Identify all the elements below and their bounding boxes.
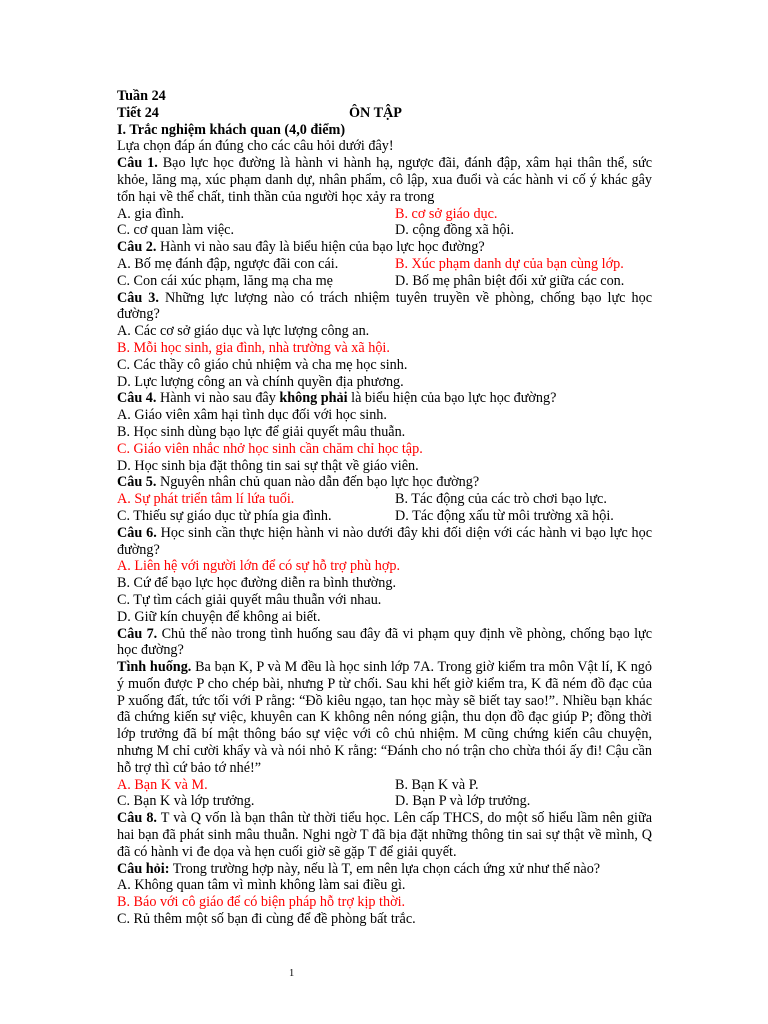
question-text: Những lực lượng nào có trách nhiệm tuyên truyền về phòng, chống bạo lực học đường? [117,289,652,323]
option-d: D. Tác động xấu từ môi trường xã hội. [395,507,614,524]
option-a: A. Bố mẹ đánh đập, ngược đãi con cái. [117,255,339,272]
options-row [117,222,652,239]
option-d: D. Bố mẹ phân biệt đối xử giữa các con. [395,272,625,289]
option-c: C. Bạn K và lớp trưởng. [117,793,255,810]
situation-label: Tình huống. [117,659,192,676]
option-a: A. Các cơ sở giáo dục và lực lượng công an. [117,323,370,340]
title-row [117,105,652,122]
question-text: Hành vi nào sau đây là biểu hiện của bạo lực học đường? [156,239,485,256]
question-label: Câu 4. [117,390,157,407]
situation-paragraph [117,659,652,777]
options-row [117,273,652,290]
options-row [117,777,652,794]
option-c: C. Các thầy cô giáo chủ nhiệm và cha mẹ học sinh. [117,356,408,373]
sub-question-text: Trong trường hợp này, nếu là T, em nên lựa chọn cách ứng xử như thế nào? [169,860,601,877]
option-d: D. Lực lượng công an và chính quyền địa phương. [117,373,404,390]
question-4 [117,390,652,407]
option-b-correct: B. Xúc phạm danh dự của bạn cùng lớp. [395,255,624,272]
option-a-correct: A. Sự phát triển tâm lí lứa tuổi. [117,491,295,508]
question-label: Câu 6. [117,524,157,541]
question-label: Câu 3. [117,289,159,306]
question-label: Câu 5. [117,474,157,491]
option-a: A. Không quan tâm vì mình không làm sai điều gì. [117,877,406,894]
option-b-correct: B. Báo với cô giáo để có biện pháp hỗ trợ kịp thời. [117,894,406,911]
option-d: D. Giữ kín chuyện để không ai biết. [117,608,321,625]
question-label: Câu 8. [117,810,157,827]
question-label: Câu 7. [117,625,158,642]
option-c: C. cơ quan làm việc. [117,222,235,239]
question-text: T và Q vốn là bạn thân từ thời tiểu học. Lên cấp THCS, do một số hiểu lầm nên giữa hai bạn đã phát sinh mâu thuẫn. Nghi ngờ T đã bịa đặt những thông tin sai sự thật về mình, Q đã có hành vi đe dọa và hẹn cuối giờ sẽ gặp T để giải quyết. [117,810,652,860]
options-row [117,491,652,508]
document-page [117,88,652,928]
question-label: Câu 2. [117,239,157,256]
question-3 [117,290,652,324]
option-c: C. Tự tìm cách giải quyết mâu thuẫn với nhau. [117,591,382,608]
question-text: Học sinh cần thực hiện hành vi nào dưới đây khi đối diện với các hành vi bạo lực học đường? [117,524,653,558]
question-label: Câu 1. [117,155,158,172]
instruction-text: Lựa chọn đáp án đúng cho các câu hỏi dưới đây! [117,138,394,155]
option-b: B. Cứ để bạo lực học đường diễn ra bình thường. [117,575,397,592]
option-c: C. Rủ thêm một số bạn đi cùng để đề phòng bất trắc. [117,911,416,928]
question-text: Nguyên nhân chủ quan nào dẫn đến bạo lực học đường? [156,474,480,491]
question-text: Hành vi nào sau đây [156,390,280,407]
question-text: Chủ thể nào trong tình huống sau đây đã vi phạm quy định về phòng, chống bạo lực học đường? [117,625,652,659]
option-a-correct: A. Liên hệ với người lớn để có sự hỗ trợ phù hợp. [117,558,401,575]
option-d: D. cộng đồng xã hội. [395,222,515,239]
question-8 [117,810,652,860]
sub-question-label: Câu hỏi: [117,860,170,877]
question-7 [117,626,652,660]
option-b-correct: B. cơ sở giáo dục. [395,205,498,222]
section-heading: I. Trắc nghiệm khách quan (4,0 điểm) [117,121,346,138]
option-a: A. gia đình. [117,205,184,222]
options-row [117,206,652,223]
option-c: C. Con cái xúc phạm, lăng mạ cha mẹ [117,272,333,289]
options-row [117,508,652,525]
week-label: Tuần 24 [117,88,166,104]
option-d: D. Bạn P và lớp trưởng. [395,793,531,810]
options-row [117,793,652,810]
page-number: 1 [289,968,295,979]
options-row [117,256,652,273]
option-a: A. Giáo viên xâm hại tình dục đối với học sinh. [117,407,387,424]
question-5 [117,474,652,491]
question-emphasis: không phải [279,390,348,407]
option-a-correct: A. Bạn K và M. [117,776,208,793]
option-b: B. Học sinh dùng bạo lực để giải quyết mâu thuẫn. [117,423,406,440]
question-2 [117,239,652,256]
question-6 [117,525,652,559]
option-d: D. Học sinh bịa đặt thông tin sai sự thật về giáo viên. [117,457,419,474]
question-1 [117,155,652,205]
option-c: C. Thiếu sự giáo dục từ phía gia đình. [117,507,332,524]
question-text: là biểu hiện của bạo lực học đường? [347,390,557,407]
option-c-correct: C. Giáo viên nhắc nhở học sinh cần chăm chỉ học tập. [117,440,423,457]
question-text: Bạo lực học đường là hành vi hành hạ, ngược đãi, đánh đập, xâm hại thân thể, sức khỏe, lăng mạ, xúc phạm danh dự, nhân phẩm, cô lập, xua đuổi và các hành vi cố ý khác gây tổn hại về thể chất, tinh thần của người học xảy ra trong [117,155,652,205]
sub-question [117,861,652,878]
option-b: B. Tác động của các trò chơi bạo lực. [395,491,607,508]
document-title: ÔN TẬP [349,104,402,121]
option-b-correct: B. Mỗi học sinh, gia đình, nhà trường và xã hội. [117,339,390,356]
lesson-label: Tiết 24 [117,104,159,121]
situation-text: Ba bạn K, P và M đều là học sinh lớp 7A. Trong giờ kiểm tra môn Vật lí, K ngỏ ý muốn được P cho chép bài, nhưng P từ chối. Sau khi hết giờ kiểm tra, K đã ném đồ đạc của P xuống đất, tức tối với P rằng: “Đồ kiêu ngạo, tan học mày sẽ biết tay sao!”. Nhiều bạn khác đã chứng kiến sự việc, khuyên can K không nên nóng giận, thu dọn đồ đạc giúp P; đồng thời lớp trưởng đã bí mật thông báo sự việc với cô chủ nhiệm. M cũng chứng kiến câu chuyện, nhưng M chỉ cười khẩy và và nói nhỏ K rằng: “Đánh cho nó trận cho chừa thói ấy đi! Cậu cần hỗ trợ thì cứ bảo tớ nhé!” [117,659,652,776]
option-b: B. Bạn K và P. [395,776,479,793]
